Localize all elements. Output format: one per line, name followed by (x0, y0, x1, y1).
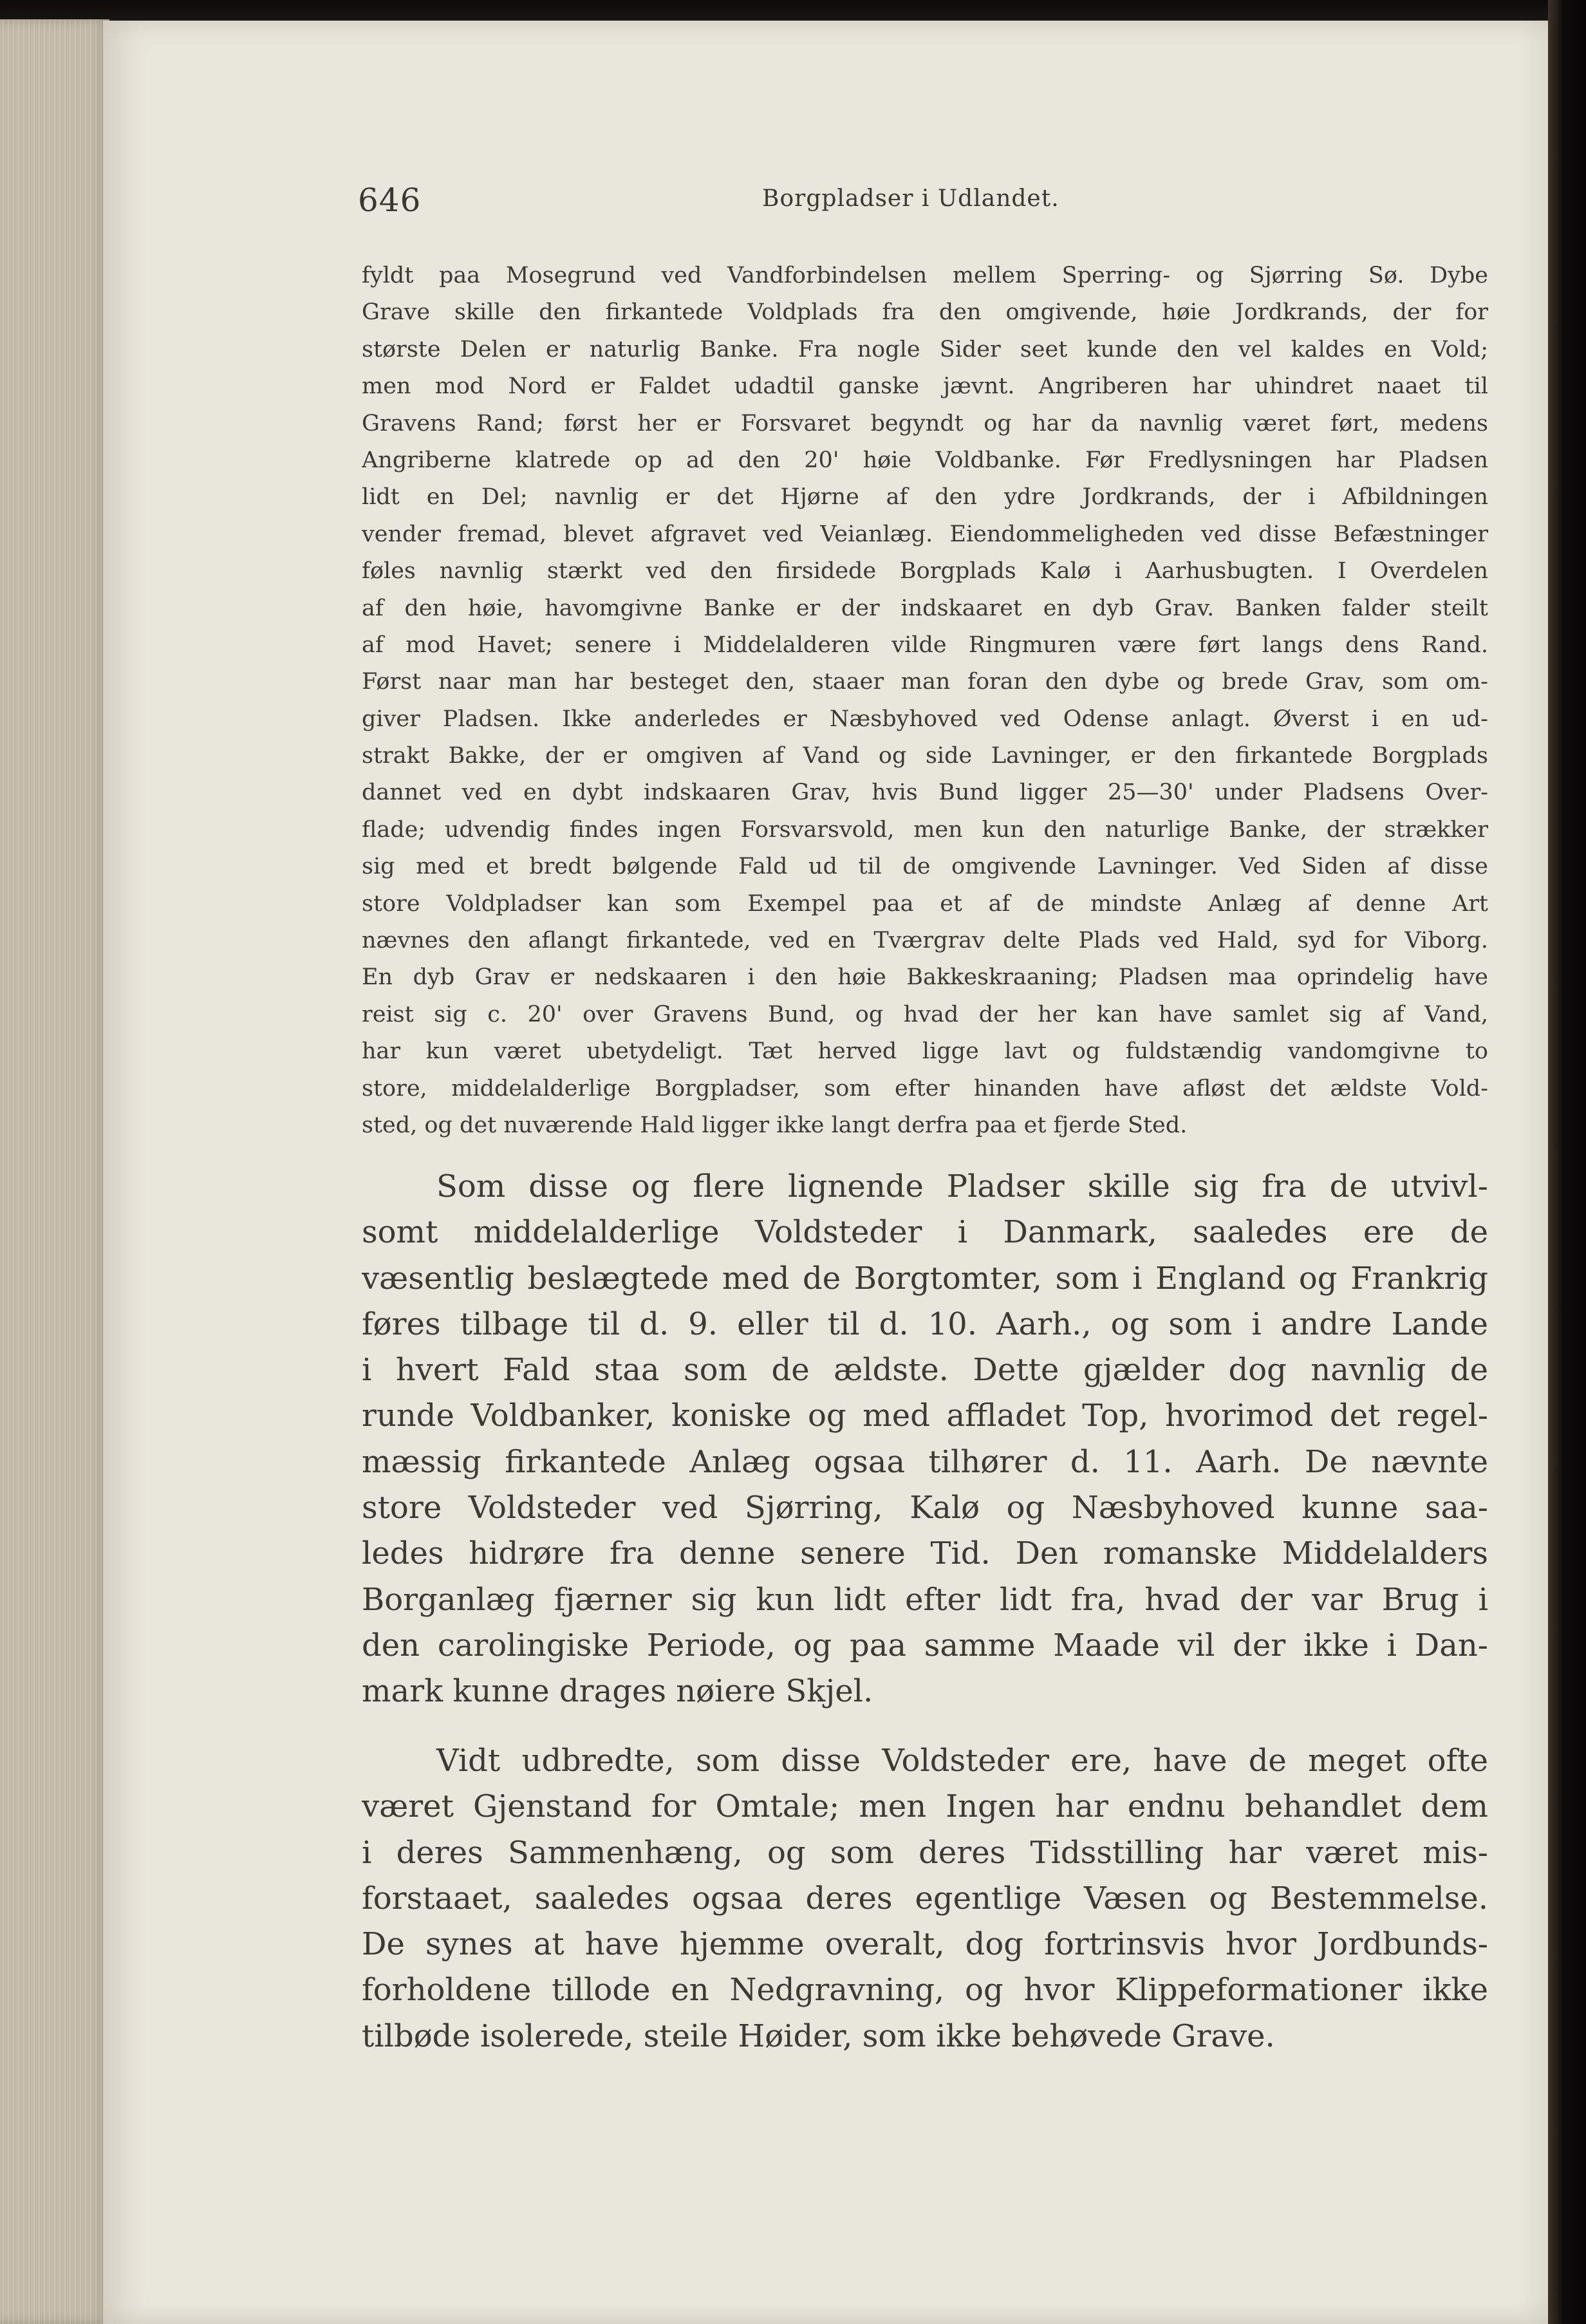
text-line: store Voldpladser kan som Exempel paa et af de mindste Anlæg af denne Art (362, 890, 1488, 917)
text-line: runde Voldbanker, koniske og med affladet Top, hvorimod det regel- (362, 1398, 1488, 1434)
text-line: strakt Bakke, der er omgiven af Vand og side Lavninger, er den firkantede Borgplads (362, 743, 1488, 769)
text-line: fyldt paa Mosegrund ved Vandforbindelsen mellem Sperring- og Sjørring Sø. Dybe (362, 263, 1488, 288)
text-line: nævnes den aflangt firkantede, ved en Tværgrav delte Plads ved Hald, syd for Viborg. (362, 928, 1488, 954)
text-line: men mod Nord er Faldet udadtil ganske jævnt. Angriberen har uhindret naaet til (362, 373, 1488, 400)
text-line: af mod Havet; senere i Middelalderen vilde Ringmuren være ført langs dens Rand. (362, 632, 1488, 658)
text-line: mark kunne drages nøiere Skjel. (362, 1673, 873, 1710)
text-line: væsentlig beslægtede med de Borgtomter, som i England og Frankrig (362, 1260, 1488, 1297)
text-line: Gravens Rand; først her er Forsvaret begyndt og har da navnlig været ført, medens (362, 410, 1488, 436)
text-line: store, middelalderlige Borgpladser, som efter hinanden have afløst det ældste Vold- (362, 1075, 1488, 1101)
text-line: Angriberne klatrede op ad den 20' høie Voldbanke. Før Fredlysningen har Pladsen (362, 447, 1488, 473)
text-line: Først naar man har besteget den, staaer man foran den dybe og brede Grav, som om- (362, 669, 1488, 695)
running-title: Borgpladser i Udlandet. (762, 185, 1059, 212)
text-line: vender fremad, blevet afgravet ved Veianlæg. Eiendommeligheden ved disse Befæstninger (362, 521, 1488, 547)
text-line: forholdene tillode en Nedgravning, og hvor Klippeformationer ikke (362, 1972, 1488, 2009)
text-line: føles navnlig stærkt ved den firsidede Borgplads Kalø i Aarhusbugten. I Overdelen (362, 558, 1488, 585)
running-head (358, 182, 1465, 220)
text-line: i deres Sammenhæng, og som deres Tidsstilling har været mis- (362, 1834, 1488, 1871)
text-line: dannet ved en dybt indskaaren Grav, hvis Bund ligger 25—30' under Pladsens Over- (362, 780, 1488, 806)
text-line: store Voldsteder ved Sjørring, Kalø og Næsbyhoved kunne saa- (362, 1490, 1488, 1526)
paragraph-body-1 (362, 1164, 1488, 1715)
text-line: været Gjenstand for Omtale; men Ingen har endnu behandlet dem (362, 1788, 1488, 1825)
text-line: største Delen er naturlig Banke. Fra nogle Sider seet kunde den vel kaldes en Vold; (362, 336, 1488, 362)
paragraph-body-2 (362, 1738, 1488, 2059)
text-line: giver Pladsen. Ikke anderledes er Næsbyhoved ved Odense anlagt. Øverst i en ud- (362, 706, 1488, 732)
text-line: ledes hidrøre fra denne senere Tid. Den romanske Middelalders (362, 1535, 1488, 1572)
text-line: den carolingiske Periode, og paa samme Maade vil der ikke i Dan- (362, 1627, 1488, 1663)
text-line: mæssig firkantede Anlæg ogsaa tilhører d. 11. Aarh. De nævnte (362, 1443, 1488, 1480)
text-line: En dyb Grav er nedskaaren i den høie Bakkeskraaning; Pladsen maa oprindelig have (362, 964, 1488, 991)
text-line: i hvert Fald staa som de ældste. Dette gjælder dog navnlig de (362, 1352, 1488, 1389)
text-line: af den høie, havomgivne Banke er der indskaaret en dyb Grav. Banken falder steilt (362, 595, 1488, 621)
text-line: Grave skille den firkantede Voldplads fra den omgivende, høie Jordkrands, der for (362, 299, 1488, 326)
text-line: flade; udvendig findes ingen Forsvarsvold, men kun den naturlige Banke, der strækker (362, 816, 1488, 843)
text-line: sted, og det nuværende Hald ligger ikke langt derfra paa et fjerde Sted. (362, 1112, 1188, 1138)
text-line: tilbøde isolerede, steile Høider, som ikke behøvede Grave. (362, 2018, 1275, 2054)
text-line: forstaaet, saaledes ogsaa deres egentlige Væsen og Bestemmelse. (362, 1880, 1488, 1916)
paragraph-small-print (362, 258, 1488, 1144)
book-binding-edge (1548, 0, 1586, 2324)
text-line: De synes at have hjemme overalt, dog fortrinsvis hvor Jordbunds- (362, 1926, 1488, 1963)
text-line: har kun været ubetydeligt. Tæt herved ligge lavt og fuldstændig vandomgivne to (362, 1038, 1488, 1065)
text-line: Borganlæg fjærner sig kun lidt efter lidt fra, hvad der var Brug i (362, 1581, 1488, 1618)
text-line: Som disse og flere lignende Pladser skille sig fra de utvivl- (436, 1168, 1488, 1204)
page-stack-edge (0, 19, 109, 2324)
page-number: 646 (358, 182, 422, 219)
text-line: reist sig c. 20' over Gravens Bund, og hvad der her kan have samlet sig af Vand, (362, 1001, 1488, 1027)
text-line: føres tilbage til d. 9. eller til d. 10. Aarh., og som i andre Lande (362, 1306, 1488, 1342)
text-line: somt middelalderlige Voldsteder i Danmark, saaledes ere de (362, 1214, 1488, 1251)
text-line: lidt en Del; navnlig er det Hjørne af den ydre Jordkrands, der i Afbildningen (362, 484, 1488, 511)
text-line: Vidt udbredte, som disse Voldsteder ere, have de meget ofte (436, 1743, 1488, 1779)
text-line: sig med et bredt bølgende Fald ud til de omgivende Lavninger. Ved Siden af disse (362, 854, 1488, 880)
